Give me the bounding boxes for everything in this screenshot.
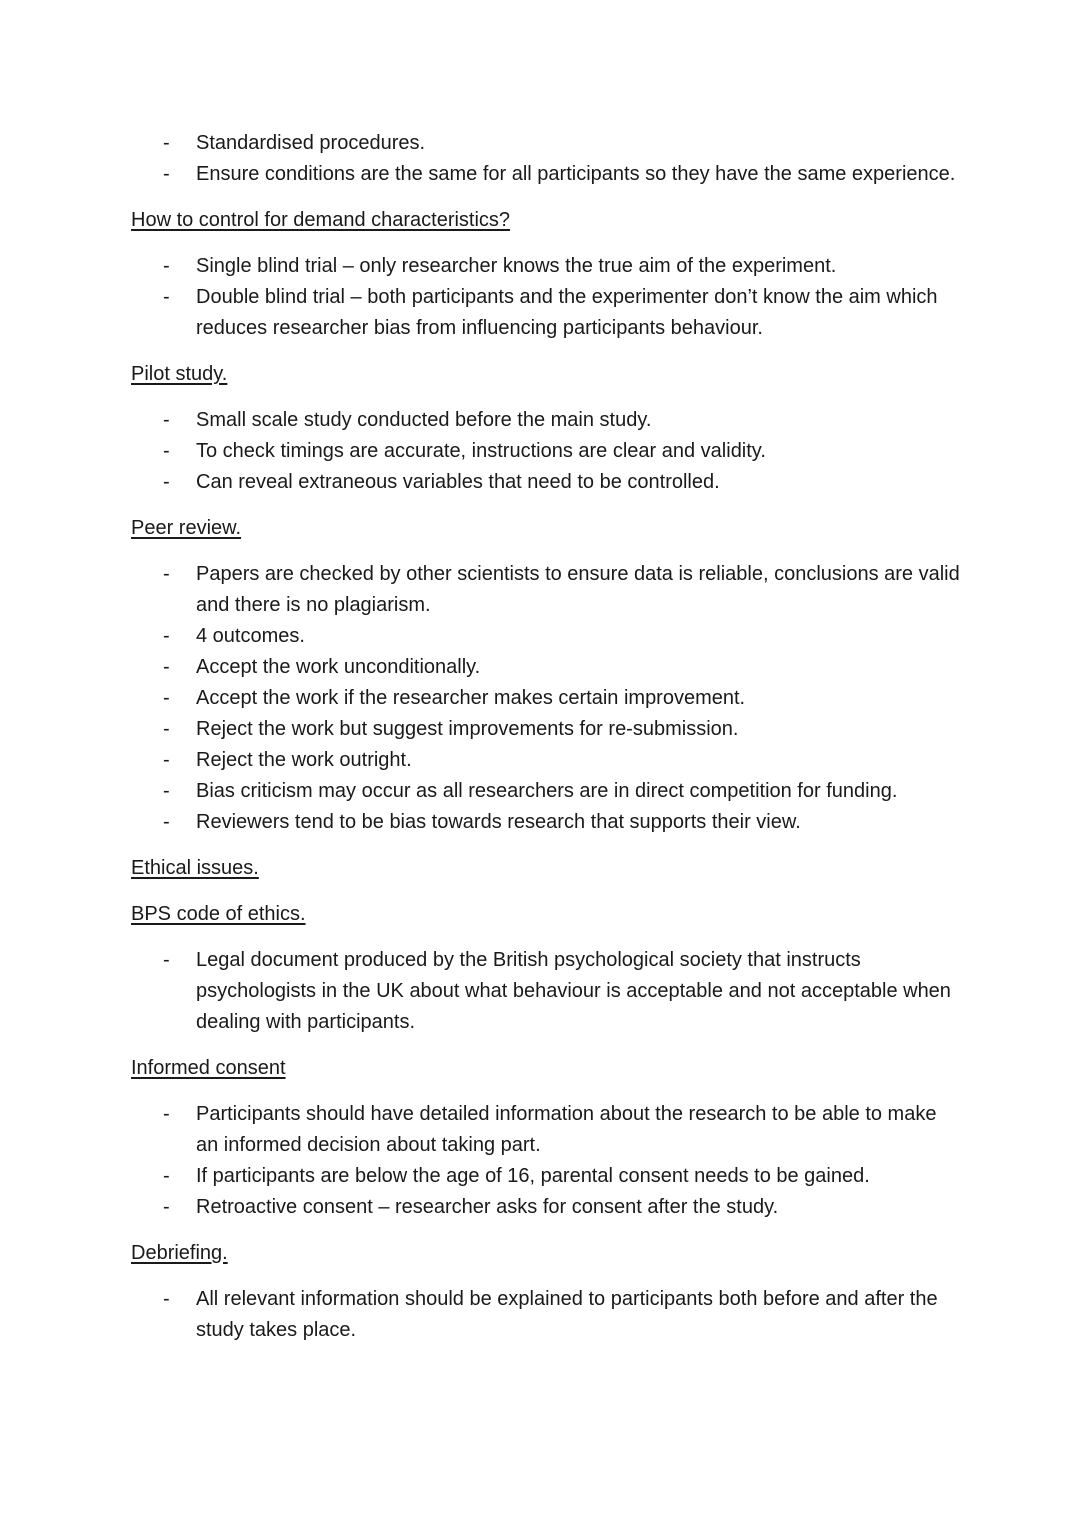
list-item-text: 4 outcomes. [196,625,305,647]
section-heading: How to control for demand characteristics? [131,209,511,231]
dash-bullet-icon: - [163,625,170,647]
list-item [131,405,961,436]
section-heading: BPS code of ethics. [131,903,306,925]
list-item-text: Papers are checked by other scientists to ensure data is reliable, conclusions are valid and there is no plagiarism. [196,563,960,616]
list-item [131,1099,961,1161]
list-item-text: Reject the work outright. [196,749,412,771]
bullet-list [131,128,961,190]
list-item-text: Single blind trial – only researcher knows the true aim of the experiment. [196,255,837,277]
dash-bullet-icon: - [163,132,170,154]
list-item-text: Standardised procedures. [196,132,426,154]
dash-bullet-icon: - [163,471,170,493]
list-item-text: If participants are below the age of 16, parental consent needs to be gained. [196,1165,870,1187]
list-item [131,251,961,282]
list-item [131,282,961,344]
notes-section [131,128,961,190]
list-item [131,128,961,159]
dash-bullet-icon: - [163,163,170,185]
notes-section [131,1238,961,1346]
list-item [131,945,961,1038]
list-item-text: Legal document produced by the British psychological society that instructs psychologists in the UK about what behaviour is acceptable and not acceptable when dealing with participants. [196,949,951,1033]
notes-section [131,513,961,838]
section-heading: Pilot study. [131,363,228,385]
list-item-text: Bias criticism may occur as all researchers are in direct competition for funding. [196,780,898,802]
list-item-text: Reject the work but suggest improvements for re-submission. [196,718,739,740]
bullet-list [131,1284,961,1346]
list-item-text: Ensure conditions are the same for all participants so they have the same experience. [196,163,956,185]
list-item-text: Can reveal extraneous variables that need to be controlled. [196,471,720,493]
dash-bullet-icon: - [163,563,170,585]
dash-bullet-icon: - [163,440,170,462]
list-item-text: Double blind trial – both participants and the experimenter don’t know the aim which reduces researcher bias from influencing participants behaviour. [196,286,938,339]
list-item [131,559,961,621]
notes-section [131,205,961,344]
list-item [131,159,961,190]
dash-bullet-icon: - [163,687,170,709]
dash-bullet-icon: - [163,1103,170,1125]
bullet-list [131,251,961,344]
dash-bullet-icon: - [163,255,170,277]
notes-section [131,1053,961,1223]
dash-bullet-icon: - [163,1196,170,1218]
dash-bullet-icon: - [163,811,170,833]
dash-bullet-icon: - [163,780,170,802]
list-item [131,745,961,776]
dash-bullet-icon: - [163,749,170,771]
section-heading: Debriefing. [131,1242,228,1264]
dash-bullet-icon: - [163,656,170,678]
list-item [131,1161,961,1192]
list-item [131,652,961,683]
list-item-text: Small scale study conducted before the main study. [196,409,652,431]
list-item-text: All relevant information should be explained to participants both before and after the study takes place. [196,1288,938,1341]
notes-section [131,359,961,498]
list-item-text: Accept the work if the researcher makes certain improvement. [196,687,746,709]
bullet-list [131,559,961,838]
dash-bullet-icon: - [163,1165,170,1187]
notes-section [131,899,961,1038]
list-item [131,807,961,838]
notes-section [131,853,961,884]
dash-bullet-icon: - [163,1288,170,1310]
list-item-text: Accept the work unconditionally. [196,656,481,678]
bullet-list [131,1099,961,1223]
list-item [131,683,961,714]
dash-bullet-icon: - [163,949,170,971]
list-item [131,776,961,807]
dash-bullet-icon: - [163,286,170,308]
bullet-list [131,945,961,1038]
list-item [131,467,961,498]
section-heading: Ethical issues. [131,857,259,879]
notes-content [131,128,961,1361]
section-heading: Peer review. [131,517,242,539]
list-item [131,1284,961,1346]
list-item-text: Reviewers tend to be bias towards research that supports their view. [196,811,801,833]
dash-bullet-icon: - [163,718,170,740]
list-item [131,714,961,745]
section-heading: Informed consent [131,1057,286,1079]
dash-bullet-icon: - [163,409,170,431]
list-item [131,436,961,467]
list-item [131,1192,961,1223]
list-item-text: Retroactive consent – researcher asks for consent after the study. [196,1196,779,1218]
list-item-text: Participants should have detailed information about the research to be able to make an informed decision about taking part. [196,1103,937,1156]
list-item [131,621,961,652]
list-item-text: To check timings are accurate, instructions are clear and validity. [196,440,766,462]
bullet-list [131,405,961,498]
